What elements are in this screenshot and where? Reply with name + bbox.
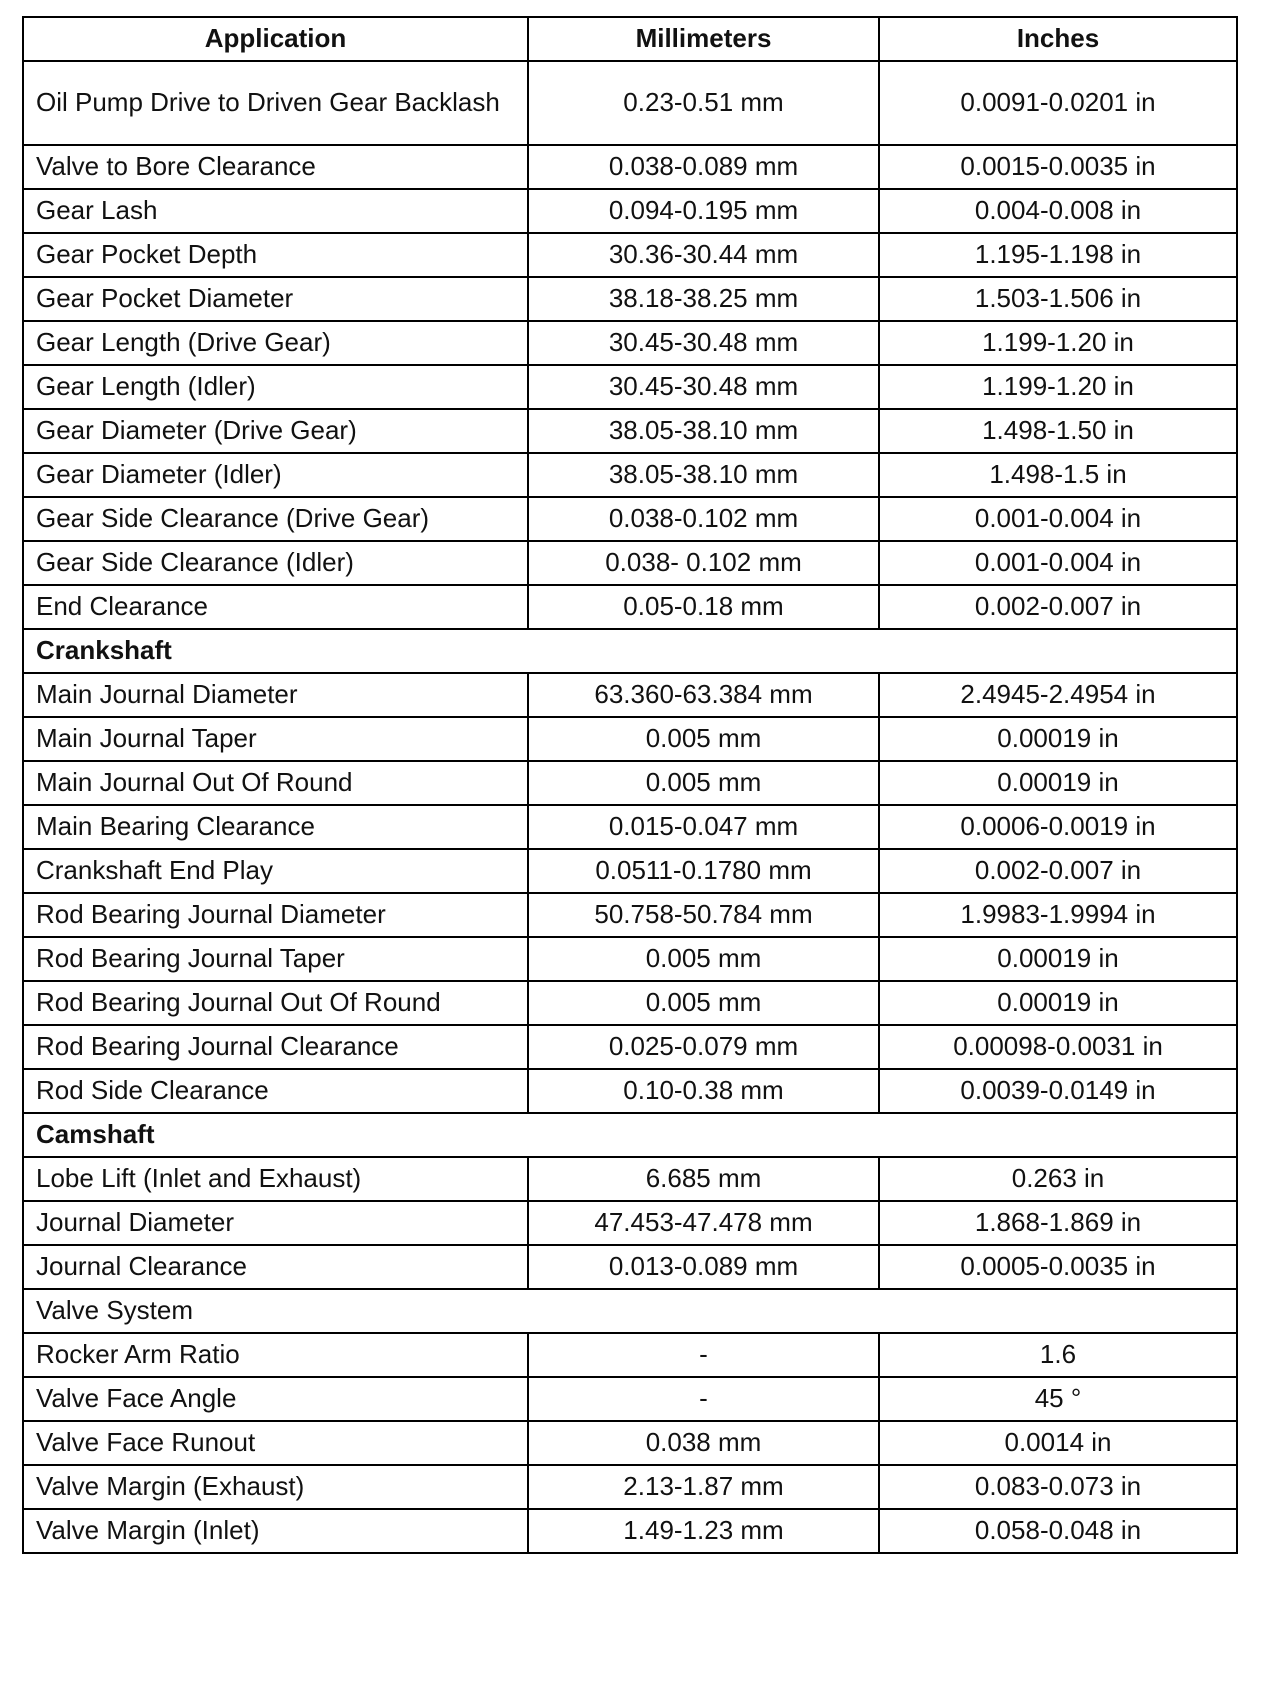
application-cell: Valve to Bore Clearance xyxy=(23,145,528,189)
table-row xyxy=(23,497,1237,541)
table-row xyxy=(23,1069,1237,1113)
inches-cell: 0.00019 in xyxy=(879,937,1237,981)
millimeters-cell: 30.45-30.48 mm xyxy=(528,321,879,365)
table-row xyxy=(23,1245,1237,1289)
table-row xyxy=(23,453,1237,497)
application-cell: Valve Face Angle xyxy=(23,1377,528,1421)
inches-cell: 45 ° xyxy=(879,1377,1237,1421)
inches-cell: 0.058-0.048 in xyxy=(879,1509,1237,1553)
millimeters-cell: 0.005 mm xyxy=(528,717,879,761)
table-row xyxy=(23,1509,1237,1553)
inches-cell: 1.6 xyxy=(879,1333,1237,1377)
millimeters-cell: 1.49-1.23 mm xyxy=(528,1509,879,1553)
application-cell: Gear Pocket Diameter xyxy=(23,277,528,321)
millimeters-cell: 0.038 mm xyxy=(528,1421,879,1465)
application-cell: Main Journal Taper xyxy=(23,717,528,761)
inches-cell: 0.0005-0.0035 in xyxy=(879,1245,1237,1289)
table-row xyxy=(23,1201,1237,1245)
millimeters-cell: 0.05-0.18 mm xyxy=(528,585,879,629)
millimeters-cell: 0.005 mm xyxy=(528,761,879,805)
inches-cell: 0.001-0.004 in xyxy=(879,497,1237,541)
application-column-header: Application xyxy=(23,17,528,61)
millimeters-cell: 0.005 mm xyxy=(528,937,879,981)
millimeters-column-header: Millimeters xyxy=(528,17,879,61)
inches-cell: 0.00019 in xyxy=(879,761,1237,805)
section-title: Crankshaft xyxy=(23,629,1237,673)
application-cell: Gear Side Clearance (Drive Gear) xyxy=(23,497,528,541)
millimeters-cell: 0.025-0.079 mm xyxy=(528,1025,879,1069)
table-row xyxy=(23,893,1237,937)
inches-cell: 0.00019 in xyxy=(879,981,1237,1025)
millimeters-cell: 0.23-0.51 mm xyxy=(528,61,879,145)
inches-cell: 0.0006-0.0019 in xyxy=(879,805,1237,849)
table-row xyxy=(23,365,1237,409)
inches-cell: 1.498-1.50 in xyxy=(879,409,1237,453)
millimeters-cell: 50.758-50.784 mm xyxy=(528,893,879,937)
application-cell: Journal Diameter xyxy=(23,1201,528,1245)
application-cell: Valve Face Runout xyxy=(23,1421,528,1465)
application-cell: Rod Bearing Journal Out Of Round xyxy=(23,981,528,1025)
application-cell: Gear Diameter (Idler) xyxy=(23,453,528,497)
millimeters-cell: 0.10-0.38 mm xyxy=(528,1069,879,1113)
inches-cell: 0.00098-0.0031 in xyxy=(879,1025,1237,1069)
application-cell: Gear Diameter (Drive Gear) xyxy=(23,409,528,453)
inches-cell: 0.0039-0.0149 in xyxy=(879,1069,1237,1113)
table-row xyxy=(23,1421,1237,1465)
millimeters-cell: 38.18-38.25 mm xyxy=(528,277,879,321)
section-title: Valve System xyxy=(23,1289,1237,1333)
millimeters-cell: 0.0511-0.1780 mm xyxy=(528,849,879,893)
millimeters-cell: 63.360-63.384 mm xyxy=(528,673,879,717)
inches-column-header: Inches xyxy=(879,17,1237,61)
inches-cell: 0.0091-0.0201 in xyxy=(879,61,1237,145)
table-row xyxy=(23,1025,1237,1069)
millimeters-cell: 47.453-47.478 mm xyxy=(528,1201,879,1245)
inches-cell: 0.00019 in xyxy=(879,717,1237,761)
application-cell: Valve Margin (Inlet) xyxy=(23,1509,528,1553)
inches-cell: 0.002-0.007 in xyxy=(879,585,1237,629)
millimeters-cell: 30.45-30.48 mm xyxy=(528,365,879,409)
section-header-row xyxy=(23,629,1237,673)
millimeters-cell: 38.05-38.10 mm xyxy=(528,409,879,453)
millimeters-cell: 30.36-30.44 mm xyxy=(528,233,879,277)
table-row xyxy=(23,805,1237,849)
millimeters-cell: 0.005 mm xyxy=(528,981,879,1025)
application-cell: Crankshaft End Play xyxy=(23,849,528,893)
inches-cell: 0.004-0.008 in xyxy=(879,189,1237,233)
table-row xyxy=(23,585,1237,629)
millimeters-cell: 2.13-1.87 mm xyxy=(528,1465,879,1509)
inches-cell: 1.868-1.869 in xyxy=(879,1201,1237,1245)
application-cell: Rocker Arm Ratio xyxy=(23,1333,528,1377)
application-cell: Rod Bearing Journal Clearance xyxy=(23,1025,528,1069)
millimeters-cell: - xyxy=(528,1333,879,1377)
application-cell: End Clearance xyxy=(23,585,528,629)
section-title: Camshaft xyxy=(23,1113,1237,1157)
application-cell: Gear Lash xyxy=(23,189,528,233)
application-cell: Rod Bearing Journal Diameter xyxy=(23,893,528,937)
application-cell: Gear Pocket Depth xyxy=(23,233,528,277)
inches-cell: 2.4945-2.4954 in xyxy=(879,673,1237,717)
table-row xyxy=(23,937,1237,981)
inches-cell: 0.001-0.004 in xyxy=(879,541,1237,585)
application-cell: Lobe Lift (Inlet and Exhaust) xyxy=(23,1157,528,1201)
millimeters-cell: 0.094-0.195 mm xyxy=(528,189,879,233)
application-cell: Rod Side Clearance xyxy=(23,1069,528,1113)
inches-cell: 1.199-1.20 in xyxy=(879,321,1237,365)
table-row xyxy=(23,233,1237,277)
millimeters-cell: 0.038-0.102 mm xyxy=(528,497,879,541)
table-row xyxy=(23,541,1237,585)
application-cell: Journal Clearance xyxy=(23,1245,528,1289)
table-row xyxy=(23,981,1237,1025)
inches-cell: 1.498-1.5 in xyxy=(879,453,1237,497)
inches-cell: 1.9983-1.9994 in xyxy=(879,893,1237,937)
table-row xyxy=(23,1377,1237,1421)
table-row xyxy=(23,761,1237,805)
table-row xyxy=(23,1157,1237,1201)
application-cell: Oil Pump Drive to Driven Gear Backlash xyxy=(23,61,528,145)
millimeters-cell: 0.038-0.089 mm xyxy=(528,145,879,189)
table-row xyxy=(23,277,1237,321)
millimeters-cell: 38.05-38.10 mm xyxy=(528,453,879,497)
table-row xyxy=(23,1465,1237,1509)
table-row xyxy=(23,145,1237,189)
table-row xyxy=(23,673,1237,717)
table-row xyxy=(23,189,1237,233)
section-header-row xyxy=(23,1113,1237,1157)
millimeters-cell: - xyxy=(528,1377,879,1421)
inches-cell: 0.263 in xyxy=(879,1157,1237,1201)
table-row xyxy=(23,409,1237,453)
millimeters-cell: 0.013-0.089 mm xyxy=(528,1245,879,1289)
application-cell: Gear Length (Idler) xyxy=(23,365,528,409)
section-header-row xyxy=(23,1289,1237,1333)
application-cell: Valve Margin (Exhaust) xyxy=(23,1465,528,1509)
table-row xyxy=(23,61,1237,145)
application-cell: Gear Side Clearance (Idler) xyxy=(23,541,528,585)
millimeters-cell: 0.015-0.047 mm xyxy=(528,805,879,849)
table-row xyxy=(23,849,1237,893)
header-row xyxy=(23,17,1237,61)
inches-cell: 0.0015-0.0035 in xyxy=(879,145,1237,189)
inches-cell: 1.199-1.20 in xyxy=(879,365,1237,409)
inches-cell: 0.083-0.073 in xyxy=(879,1465,1237,1509)
application-cell: Main Journal Out Of Round xyxy=(23,761,528,805)
application-cell: Main Bearing Clearance xyxy=(23,805,528,849)
application-cell: Rod Bearing Journal Taper xyxy=(23,937,528,981)
inches-cell: 0.0014 in xyxy=(879,1421,1237,1465)
table-body xyxy=(23,61,1237,1553)
table-row xyxy=(23,1333,1237,1377)
millimeters-cell: 6.685 mm xyxy=(528,1157,879,1201)
millimeters-cell: 0.038- 0.102 mm xyxy=(528,541,879,585)
application-cell: Main Journal Diameter xyxy=(23,673,528,717)
inches-cell: 1.195-1.198 in xyxy=(879,233,1237,277)
specifications-table xyxy=(22,16,1238,1554)
application-cell: Gear Length (Drive Gear) xyxy=(23,321,528,365)
table-row xyxy=(23,321,1237,365)
inches-cell: 1.503-1.506 in xyxy=(879,277,1237,321)
table-row xyxy=(23,717,1237,761)
inches-cell: 0.002-0.007 in xyxy=(879,849,1237,893)
